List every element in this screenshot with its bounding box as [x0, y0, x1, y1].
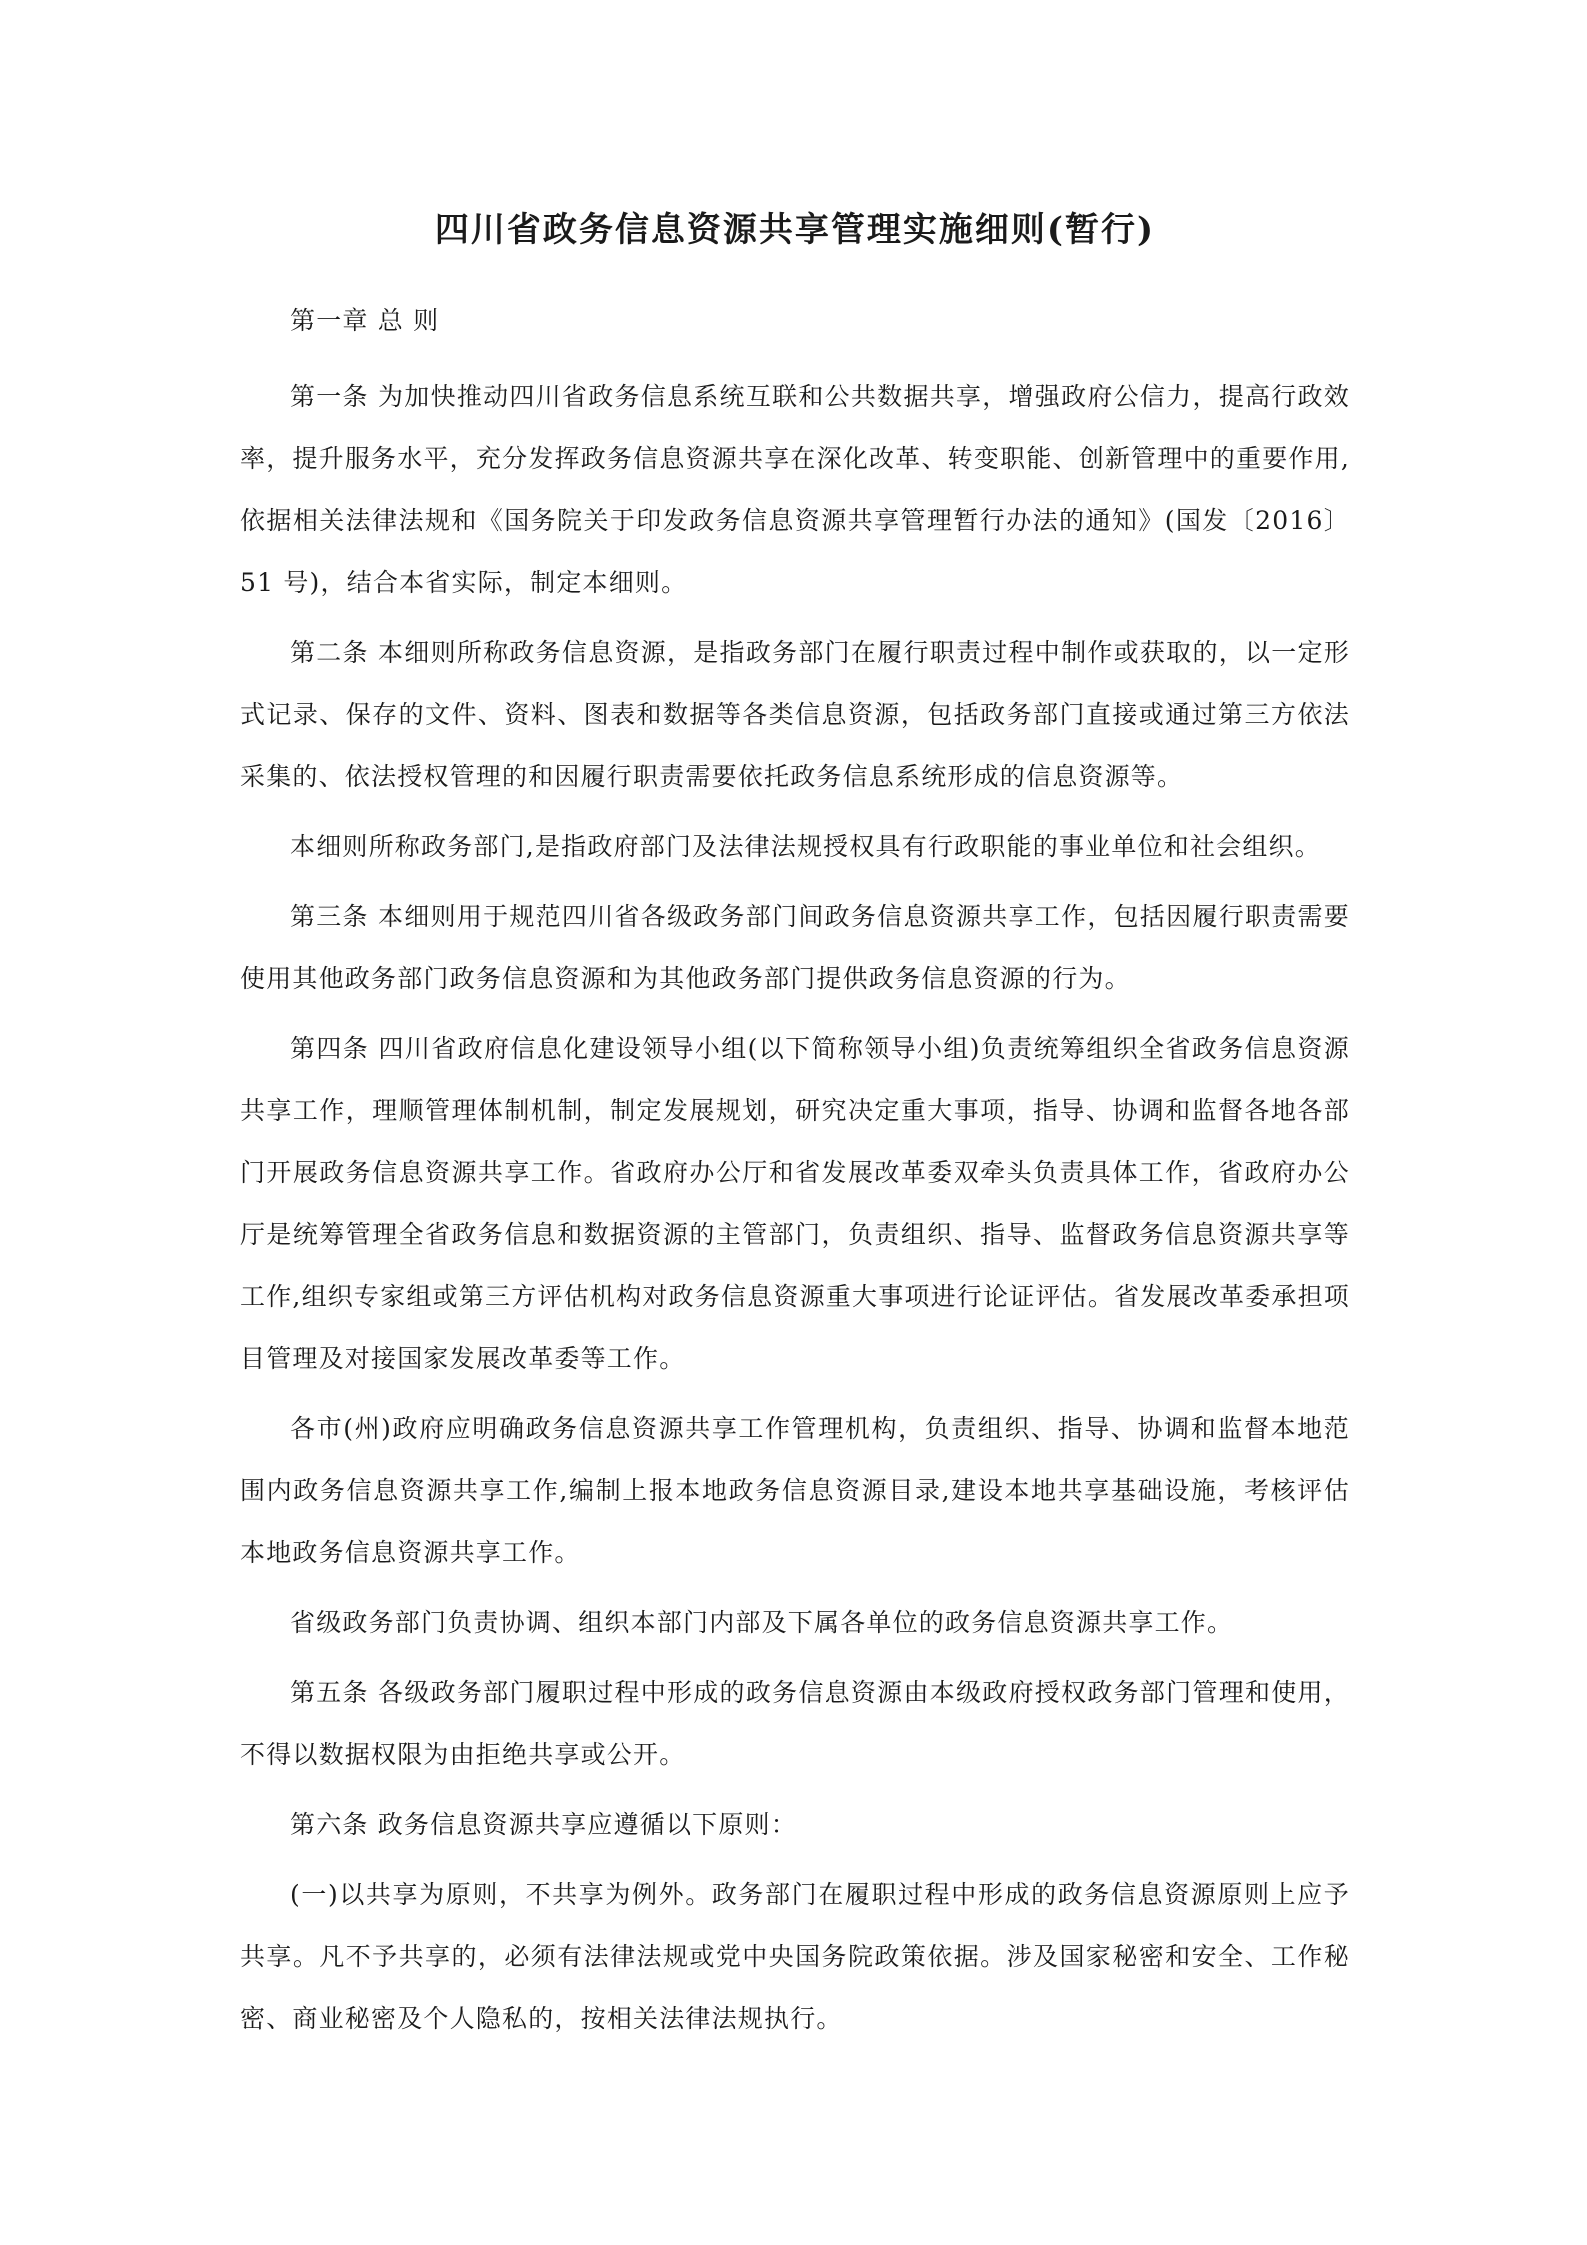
chapter-heading: 第一章 总 则 — [290, 306, 440, 335]
article-6-item-1: (一)以共享为原则，不共享为例外。政务部门在履职过程中形成的政务信息资源原则上应予共享。凡不予共享的，必须有法律法规或党中央国务院政策依据。涉及国家秘密和安全、工作秘密、商业秘密及个人隐私的，按相关法律法规执行。 — [240, 1880, 1350, 2033]
article-3: 第三条 本细则用于规范四川省各级政务部门间政务信息资源共享工作，包括因履行职责需要使用其他政务部门政务信息资源和为其他政务部门提供政务信息资源的行为。 — [240, 902, 1350, 993]
article-4-paragraph-3: 省级政务部门负责协调、组织本部门内部及下属各单位的政务信息资源共享工作。 — [290, 1608, 1234, 1637]
article-2: 第二条 本细则所称政务信息资源，是指政务部门在履行职责过程中制作或获取的，以一定形式记录、保存的文件、资料、图表和数据等各类信息资源，包括政务部门直接或通过第三方依法采集的、依法授权管理的和因履行职责需要依托政务信息系统形成的信息资源等。 — [240, 638, 1350, 791]
article-4-paragraph-2: 各市(州)政府应明确政务信息资源共享工作管理机构，负责组织、指导、协调和监督本地范围内政务信息资源共享工作,编制上报本地政务信息资源目录,建设本地共享基础设施，考核评估本地政务信息资源共享工作。 — [240, 1414, 1350, 1567]
article-6: 第六条 政务信息资源共享应遵循以下原则： — [290, 1810, 797, 1839]
article-5: 第五条 各级政务部门履职过程中形成的政务信息资源由本级政府授权政务部门管理和使用，不得以数据权限为由拒绝共享或公开。 — [240, 1678, 1350, 1769]
document-body — [240, 200, 1350, 2058]
document-title: 四川省政务信息资源共享管理实施细则(暂行) — [434, 210, 1156, 250]
article-1: 第一条 为加快推动四川省政务信息系统互联和公共数据共享，增强政府公信力，提高行政效率，提升服务水平，充分发挥政务信息资源共享在深化改革、转变职能、创新管理中的重要作用,依据相关法律法规和《国务院关于印发政务信息资源共享管理暂行办法的通知》(国发〔2016〕51 号)，结合本省实际，制定本细则。 — [240, 382, 1350, 597]
article-4: 第四条 四川省政府信息化建设领导小组(以下简称领导小组)负责统筹组织全省政务信息资源共享工作，理顺管理体制机制，制定发展规划，研究决定重大事项，指导、协调和监督各地各部门开展政务信息资源共享工作。省政府办公厅和省发展改革委双牵头负责具体工作，省政府办公厅是统筹管理全省政务信息和数据资源的主管部门，负责组织、指导、监督政务信息资源共享等工作,组织专家组或第三方评估机构对政务信息资源重大事项进行论证评估。省发展改革委承担项目管理及对接国家发展改革委等工作。 — [240, 1034, 1350, 1373]
article-2-paragraph-2: 本细则所称政务部门,是指政府部门及法律法规授权具有行政职能的事业单位和社会组织。 — [290, 832, 1321, 861]
